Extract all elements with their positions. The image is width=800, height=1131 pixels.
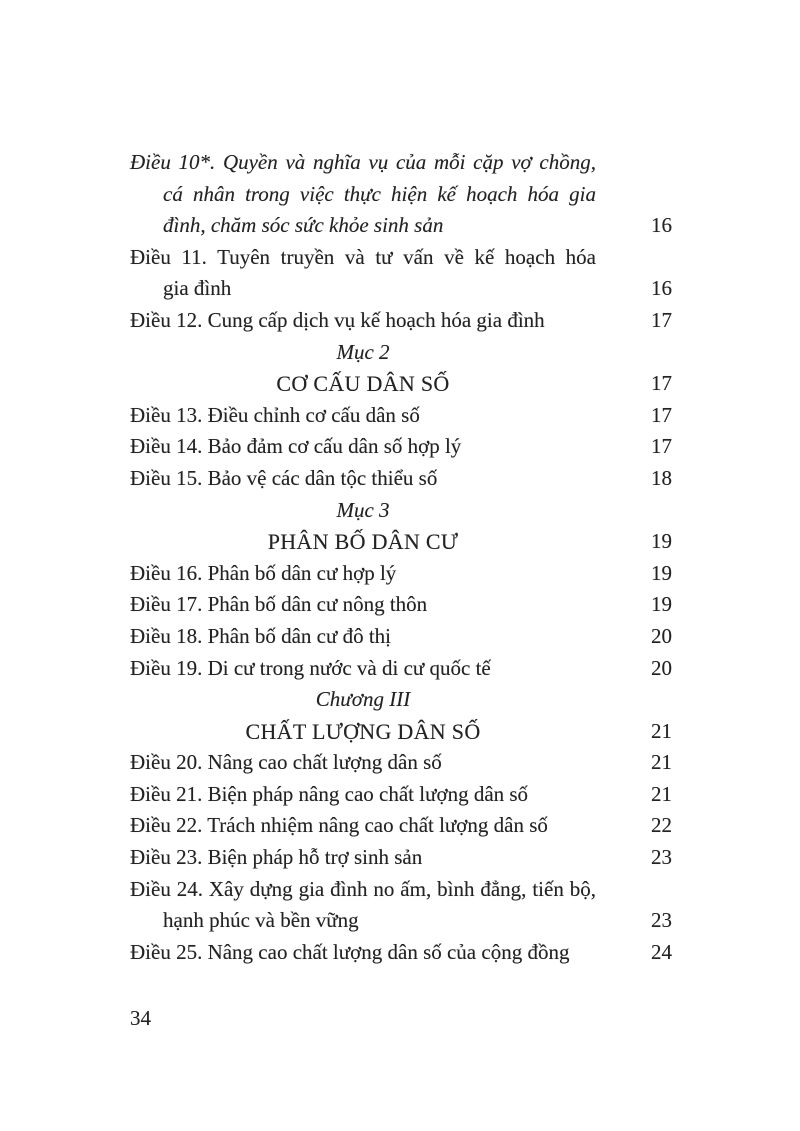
toc-entry-line [130,905,672,937]
toc-page-number: 17 [651,402,672,427]
toc-page-number: 17 [651,307,672,332]
toc-page-number: 21 [651,750,672,775]
toc-section-title [130,368,672,400]
toc-text: gia đình [163,276,232,301]
toc-text: Điều 15. Bảo vệ các dân tộc thiểu số [130,465,438,490]
toc-text: Điều 20. Nâng cao chất lượng dân số [130,750,442,775]
toc-entry-line [130,273,672,305]
toc-page-number: 22 [651,813,672,838]
toc-text: đình, chăm sóc sức khỏe sinh sản [163,213,444,238]
toc-text: Mục 3 [336,497,390,522]
toc-page-number: 18 [651,465,672,490]
toc-entry-line [130,210,672,242]
toc-text: Điều 16. Phân bố dân cư hợp lý [130,560,397,585]
toc-entry-line [130,874,672,906]
toc-text: CHẤT LƯỢNG DÂN SỐ [245,718,481,744]
toc-entry-line [130,842,672,874]
toc-text: Điều 14. Bảo đảm cơ cấu dân số hợp lý [130,434,462,459]
toc-text: Điều 19. Di cư trong nước và di cư quốc tế [130,655,491,680]
toc-text: Chương III [315,687,411,712]
toc-entry-line [130,147,672,179]
toc-section-title [130,716,672,748]
toc-page-number: 20 [651,655,672,680]
toc-entry-line [130,558,672,590]
toc-page-number: 17 [651,371,672,396]
toc-section-title [130,526,672,558]
toc-entry-line [130,463,672,495]
toc-entry-line [130,653,672,685]
page-number: 34 [130,1006,151,1030]
toc-page-number: 21 [651,781,672,806]
toc-entry-line [130,810,672,842]
toc-entry-line [130,589,672,621]
toc-entry-line [130,779,672,811]
toc-section-label [130,684,672,716]
toc-text: PHÂN BỐ DÂN CƯ [267,529,459,555]
toc-text: Điều 12. Cung cấp dịch vụ kế hoạch hóa gia đình [130,307,545,332]
toc-text: cá nhân trong việc thực hiện kế hoạch hóa gia [163,181,596,206]
toc-text: CƠ CẤU DÂN SỐ [276,371,450,397]
toc-page-number: 17 [651,434,672,459]
toc-text: Điều 21. Biện pháp nâng cao chất lượng dân số [130,781,529,806]
toc-entry-line [130,431,672,463]
toc-page-number: 19 [651,560,672,585]
toc-text: Điều 13. Điều chỉnh cơ cấu dân số [130,402,420,427]
toc-text: hạnh phúc và bền vững [163,908,359,933]
toc-text: Điều 23. Biện pháp hỗ trợ sinh sản [130,845,423,870]
toc-entry-line [130,242,672,274]
toc-entry-line [130,305,672,337]
toc-page-number: 20 [651,623,672,648]
toc-page-number: 19 [651,592,672,617]
toc-entry-line [130,747,672,779]
toc-text: Điều 25. Nâng cao chất lượng dân số của cộng đồng [130,939,570,964]
toc-entry-line [130,179,672,211]
toc-text: Điều 22. Trách nhiệm nâng cao chất lượng dân số [130,813,548,838]
toc-page-number: 19 [651,529,672,554]
toc-section-label [130,495,672,527]
toc-text: Điều 10*. Quyền và nghĩa vụ của mỗi cặp vợ chồng, [130,150,596,174]
toc-section-label [130,337,672,369]
toc-text: Mục 2 [336,339,390,364]
toc-entry-line [130,937,672,969]
toc-page-number: 16 [651,276,672,301]
toc-text: Điều 18. Phân bố dân cư đô thị [130,623,392,648]
toc-entry-line [130,400,672,432]
toc-page-number: 21 [651,718,672,743]
toc-page-number: 16 [651,213,672,238]
toc-page-number: 23 [651,845,672,870]
toc-text: Điều 24. Xây dựng gia đình no ấm, bình đẳng, tiến bộ, [130,876,596,901]
toc-page-number: 24 [651,939,672,964]
table-of-contents [130,147,672,968]
toc-page-number: 23 [651,908,672,933]
toc-entry-line [130,621,672,653]
toc-text: Điều 17. Phân bố dân cư nông thôn [130,592,428,617]
toc-text: Điều 11. Tuyên truyền và tư vấn về kế hoạch hóa [130,244,596,269]
